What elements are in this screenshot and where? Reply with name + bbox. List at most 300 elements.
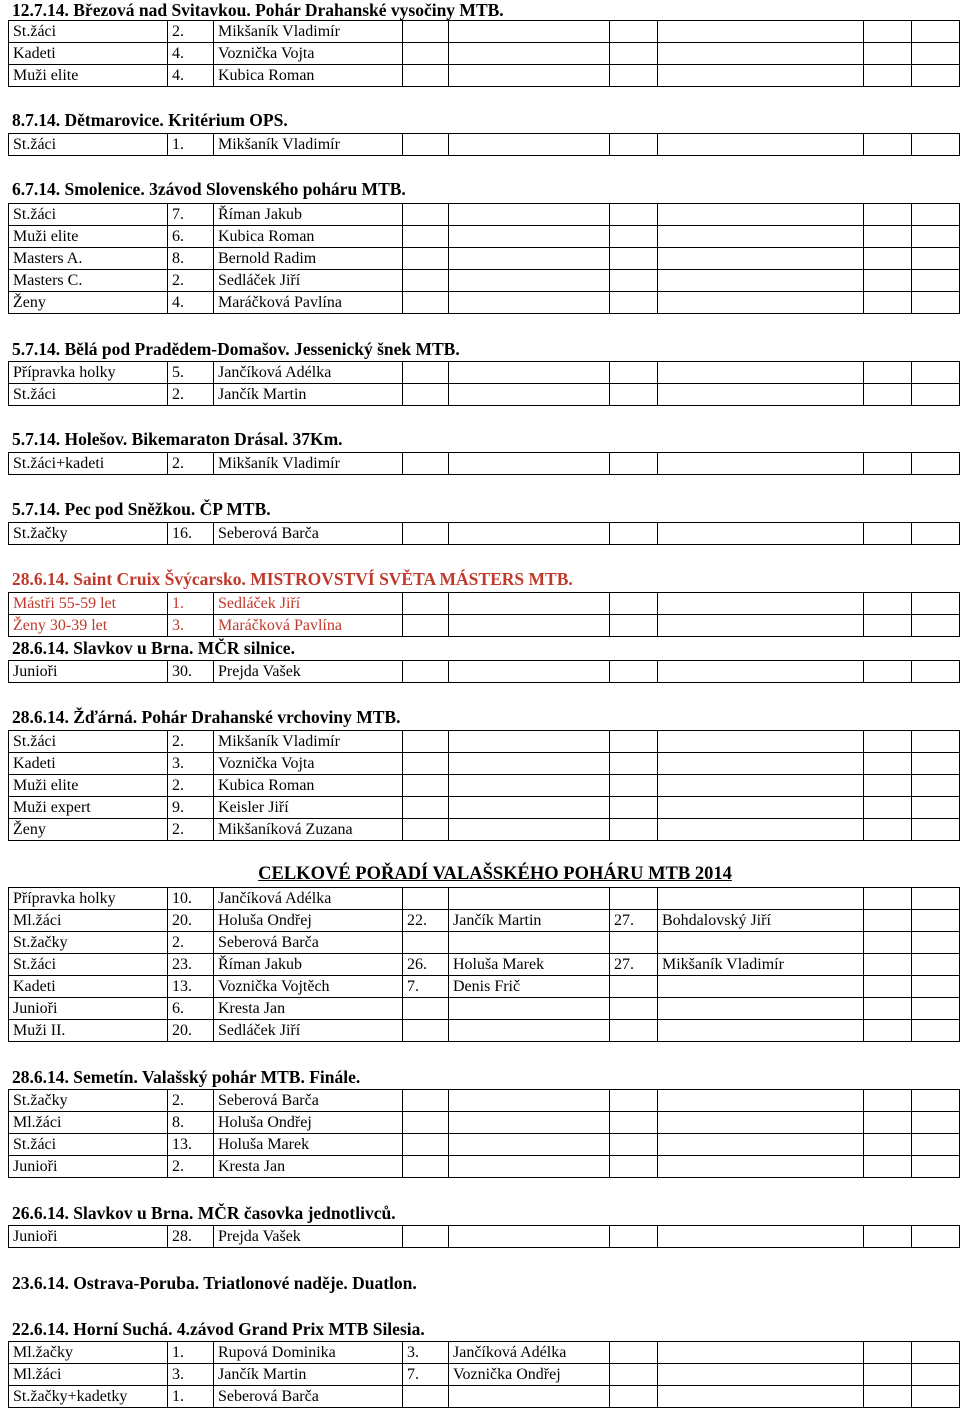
name-cell xyxy=(449,523,610,545)
results-table xyxy=(8,133,960,156)
name-cell xyxy=(449,775,610,797)
place-cell xyxy=(403,593,449,615)
category-cell: Muži elite xyxy=(9,65,168,87)
name-cell: Maráčková Pavlína xyxy=(214,615,403,637)
name-cell xyxy=(658,204,864,226)
place-cell: 1. xyxy=(168,134,214,156)
place-cell: 4. xyxy=(168,65,214,87)
place-cell xyxy=(864,753,912,775)
category-cell: Ml.žačky xyxy=(9,1342,168,1364)
name-cell: Mikšaník Vladimír xyxy=(658,954,864,976)
table-row xyxy=(9,976,960,998)
name-cell: Voznička Vojta xyxy=(214,753,403,775)
name-cell xyxy=(449,615,610,637)
category-cell: St.žáci xyxy=(9,954,168,976)
empty-cell xyxy=(912,731,960,753)
category-cell: Muži elite xyxy=(9,226,168,248)
place-cell xyxy=(864,384,912,406)
place-cell: 1. xyxy=(168,1342,214,1364)
category-cell: Přípravka holky xyxy=(9,888,168,910)
event-heading: 28.6.14. Semetín. Valašský pohár MTB. Finále. xyxy=(12,1067,361,1087)
place-cell xyxy=(403,134,449,156)
name-cell: Jančík Martin xyxy=(449,910,610,932)
category-cell: St.žáci xyxy=(9,384,168,406)
category-cell: Junioři xyxy=(9,1226,168,1248)
place-cell xyxy=(403,453,449,475)
event-heading: 5.7.14. Holešov. Bikemaraton Drásal. 37Km. xyxy=(12,429,343,449)
name-cell xyxy=(658,932,864,954)
name-cell: Říman Jakub xyxy=(214,204,403,226)
place-cell xyxy=(864,1134,912,1156)
results-table xyxy=(8,730,960,841)
place-cell xyxy=(610,1020,658,1042)
empty-cell xyxy=(912,753,960,775)
category-cell: Kadeti xyxy=(9,753,168,775)
place-cell xyxy=(864,954,912,976)
category-cell: Ženy xyxy=(9,819,168,841)
name-cell xyxy=(449,1156,610,1178)
name-cell xyxy=(449,797,610,819)
place-cell xyxy=(610,43,658,65)
empty-cell xyxy=(912,204,960,226)
name-cell: Holuša Marek xyxy=(449,954,610,976)
category-cell: St.žačky xyxy=(9,932,168,954)
category-cell: Junioři xyxy=(9,1156,168,1178)
name-cell xyxy=(658,1090,864,1112)
name-cell xyxy=(449,226,610,248)
category-cell: St.žáci xyxy=(9,731,168,753)
name-cell xyxy=(658,292,864,314)
category-cell: Přípravka holky xyxy=(9,362,168,384)
place-cell xyxy=(610,226,658,248)
place-cell xyxy=(864,204,912,226)
results-table xyxy=(8,887,960,1042)
table-row xyxy=(9,1020,960,1042)
empty-cell xyxy=(912,292,960,314)
place-cell xyxy=(610,248,658,270)
name-cell: Jančík Martin xyxy=(214,384,403,406)
place-cell xyxy=(403,753,449,775)
place-cell: 13. xyxy=(168,976,214,998)
place-cell xyxy=(403,1386,449,1408)
empty-cell xyxy=(912,1226,960,1248)
results-table xyxy=(8,1341,960,1408)
place-cell xyxy=(610,523,658,545)
name-cell xyxy=(658,270,864,292)
empty-cell xyxy=(912,248,960,270)
name-cell xyxy=(449,43,610,65)
place-cell xyxy=(403,292,449,314)
table-row xyxy=(9,384,960,406)
table-row xyxy=(9,888,960,910)
place-cell xyxy=(610,1226,658,1248)
place-cell xyxy=(403,1134,449,1156)
name-cell: Voznička Vojtěch xyxy=(214,976,403,998)
place-cell xyxy=(864,998,912,1020)
table-row xyxy=(9,1364,960,1386)
place-cell: 27. xyxy=(610,954,658,976)
place-cell xyxy=(610,593,658,615)
place-cell xyxy=(864,775,912,797)
empty-cell xyxy=(912,910,960,932)
name-cell: Seberová Barča xyxy=(214,1386,403,1408)
place-cell xyxy=(864,910,912,932)
place-cell xyxy=(610,661,658,683)
place-cell xyxy=(610,615,658,637)
table-row xyxy=(9,954,960,976)
place-cell xyxy=(610,1386,658,1408)
name-cell: Prejda Vašek xyxy=(214,1226,403,1248)
event-heading: 22.6.14. Horní Suchá. 4.závod Grand Prix MTB Silesia. xyxy=(12,1319,425,1339)
category-cell: St.žačky+kadetky xyxy=(9,1386,168,1408)
empty-cell xyxy=(912,384,960,406)
name-cell xyxy=(658,134,864,156)
empty-cell xyxy=(912,21,960,43)
place-cell xyxy=(864,888,912,910)
event-heading: 26.6.14. Slavkov u Brna. MČR časovka jednotlivců. xyxy=(12,1203,396,1223)
place-cell: 8. xyxy=(168,248,214,270)
event-heading: 23.6.14. Ostrava-Poruba. Triatlonové naděje. Duatlon. xyxy=(12,1273,417,1293)
category-cell: Kadeti xyxy=(9,43,168,65)
place-cell: 23. xyxy=(168,954,214,976)
name-cell xyxy=(449,292,610,314)
category-cell: Ženy 30-39 let xyxy=(9,615,168,637)
place-cell xyxy=(403,731,449,753)
empty-cell xyxy=(912,1090,960,1112)
place-cell: 3. xyxy=(168,1364,214,1386)
place-cell xyxy=(610,1090,658,1112)
name-cell: Rupová Dominika xyxy=(214,1342,403,1364)
name-cell xyxy=(658,888,864,910)
name-cell xyxy=(449,1090,610,1112)
name-cell: Kubica Roman xyxy=(214,775,403,797)
empty-cell xyxy=(912,226,960,248)
place-cell: 2. xyxy=(168,453,214,475)
table-row xyxy=(9,453,960,475)
category-cell: St.žačky xyxy=(9,523,168,545)
place-cell: 9. xyxy=(168,797,214,819)
place-cell xyxy=(403,226,449,248)
table-row xyxy=(9,661,960,683)
place-cell: 3. xyxy=(168,615,214,637)
name-cell xyxy=(658,1112,864,1134)
place-cell xyxy=(864,21,912,43)
place-cell: 2. xyxy=(168,21,214,43)
name-cell xyxy=(449,819,610,841)
category-cell: Ženy xyxy=(9,292,168,314)
event-heading: 12.7.14. Březová nad Svitavkou. Pohár Drahanské vysočiny MTB. xyxy=(12,0,504,20)
place-cell xyxy=(864,615,912,637)
table-row xyxy=(9,1090,960,1112)
name-cell: Holuša Marek xyxy=(214,1134,403,1156)
place-cell xyxy=(610,1112,658,1134)
name-cell: Mikšaník Vladimír xyxy=(214,453,403,475)
category-cell: St.žáci xyxy=(9,1134,168,1156)
category-cell: Ml.žáci xyxy=(9,910,168,932)
name-cell xyxy=(658,226,864,248)
table-row xyxy=(9,226,960,248)
place-cell: 4. xyxy=(168,43,214,65)
table-row xyxy=(9,21,960,43)
name-cell xyxy=(658,1226,864,1248)
place-cell xyxy=(864,1112,912,1134)
place-cell: 3. xyxy=(168,753,214,775)
empty-cell xyxy=(912,1134,960,1156)
name-cell xyxy=(449,248,610,270)
place-cell xyxy=(610,292,658,314)
table-row xyxy=(9,910,960,932)
place-cell xyxy=(610,204,658,226)
place-cell xyxy=(864,819,912,841)
place-cell: 27. xyxy=(610,910,658,932)
name-cell xyxy=(658,819,864,841)
name-cell: Voznička Vojta xyxy=(214,43,403,65)
place-cell xyxy=(403,1156,449,1178)
empty-cell xyxy=(912,362,960,384)
name-cell xyxy=(658,65,864,87)
event-heading: 28.6.14. Saint Cruix Švýcarsko. MISTROVSTVÍ SVĚTA MÁSTERS MTB. xyxy=(12,569,573,589)
table-row xyxy=(9,753,960,775)
name-cell: Kresta Jan xyxy=(214,1156,403,1178)
empty-cell xyxy=(912,932,960,954)
empty-cell xyxy=(912,1342,960,1364)
name-cell xyxy=(449,362,610,384)
empty-cell xyxy=(912,453,960,475)
name-cell: Seberová Barča xyxy=(214,932,403,954)
table-row xyxy=(9,1112,960,1134)
name-cell xyxy=(449,1226,610,1248)
name-cell: Sedláček Jiří xyxy=(214,593,403,615)
name-cell: Mikšaník Vladimír xyxy=(214,134,403,156)
table-row xyxy=(9,270,960,292)
name-cell xyxy=(449,1134,610,1156)
name-cell xyxy=(658,21,864,43)
place-cell xyxy=(403,270,449,292)
empty-cell xyxy=(912,661,960,683)
place-cell xyxy=(864,362,912,384)
table-row xyxy=(9,593,960,615)
empty-cell xyxy=(912,775,960,797)
name-cell xyxy=(658,1364,864,1386)
place-cell xyxy=(403,932,449,954)
place-cell xyxy=(864,226,912,248)
table-row xyxy=(9,248,960,270)
category-cell: Junioři xyxy=(9,661,168,683)
name-cell xyxy=(449,204,610,226)
place-cell xyxy=(403,775,449,797)
empty-cell xyxy=(912,1364,960,1386)
category-cell: St.žáci+kadeti xyxy=(9,453,168,475)
place-cell: 20. xyxy=(168,1020,214,1042)
name-cell: Keisler Jiří xyxy=(214,797,403,819)
name-cell xyxy=(658,998,864,1020)
table-row xyxy=(9,292,960,314)
category-cell: Ml.žáci xyxy=(9,1112,168,1134)
place-cell xyxy=(864,523,912,545)
table-row xyxy=(9,819,960,841)
results-table xyxy=(8,203,960,314)
name-cell xyxy=(658,43,864,65)
place-cell: 13. xyxy=(168,1134,214,1156)
place-cell xyxy=(403,204,449,226)
place-cell: 26. xyxy=(403,954,449,976)
place-cell: 7. xyxy=(403,1364,449,1386)
results-table xyxy=(8,592,960,637)
category-cell: Muži II. xyxy=(9,1020,168,1042)
table-row xyxy=(9,43,960,65)
results-table xyxy=(8,522,960,545)
table-row xyxy=(9,797,960,819)
place-cell: 2. xyxy=(168,270,214,292)
place-cell xyxy=(864,1156,912,1178)
place-cell xyxy=(610,453,658,475)
results-table xyxy=(8,660,960,683)
place-cell xyxy=(610,797,658,819)
place-cell xyxy=(864,134,912,156)
place-cell: 20. xyxy=(168,910,214,932)
place-cell xyxy=(610,134,658,156)
event-heading: 5.7.14. Pec pod Sněžkou. ČP MTB. xyxy=(12,499,271,519)
name-cell xyxy=(658,362,864,384)
place-cell xyxy=(864,453,912,475)
place-cell: 2. xyxy=(168,384,214,406)
name-cell: Mikšaníková Zuzana xyxy=(214,819,403,841)
place-cell xyxy=(864,65,912,87)
name-cell xyxy=(658,453,864,475)
name-cell: Voznička Ondřej xyxy=(449,1364,610,1386)
name-cell xyxy=(449,932,610,954)
table-row xyxy=(9,1134,960,1156)
table-row xyxy=(9,998,960,1020)
results-table xyxy=(8,452,960,475)
place-cell xyxy=(864,270,912,292)
place-cell xyxy=(610,65,658,87)
place-cell: 2. xyxy=(168,1156,214,1178)
name-cell xyxy=(449,998,610,1020)
place-cell xyxy=(403,1112,449,1134)
event-heading: 28.6.14. Žďárná. Pohár Drahanské vrchoviny MTB. xyxy=(12,707,401,727)
name-cell: Denis Frič xyxy=(449,976,610,998)
table-row xyxy=(9,362,960,384)
place-cell: 2. xyxy=(168,1090,214,1112)
results-table xyxy=(8,20,960,87)
name-cell xyxy=(449,731,610,753)
name-cell xyxy=(449,1020,610,1042)
empty-cell xyxy=(912,523,960,545)
place-cell xyxy=(403,21,449,43)
name-cell xyxy=(658,1156,864,1178)
table-row xyxy=(9,731,960,753)
event-heading: 5.7.14. Bělá pod Pradědem-Domašov. Jessenický šnek MTB. xyxy=(12,339,460,359)
place-cell: 7. xyxy=(403,976,449,998)
place-cell xyxy=(403,523,449,545)
place-cell xyxy=(403,998,449,1020)
empty-cell xyxy=(912,270,960,292)
place-cell xyxy=(403,661,449,683)
name-cell xyxy=(449,21,610,43)
name-cell xyxy=(658,1020,864,1042)
table-row xyxy=(9,1342,960,1364)
name-cell xyxy=(658,797,864,819)
place-cell: 1. xyxy=(168,593,214,615)
category-cell: Ml.žáci xyxy=(9,1364,168,1386)
name-cell: Mikšaník Vladimír xyxy=(214,731,403,753)
empty-cell xyxy=(912,954,960,976)
place-cell xyxy=(610,1342,658,1364)
empty-cell xyxy=(912,888,960,910)
name-cell: Maráčková Pavlína xyxy=(214,292,403,314)
place-cell: 16. xyxy=(168,523,214,545)
name-cell: Seberová Barča xyxy=(214,1090,403,1112)
table-row xyxy=(9,1226,960,1248)
place-cell: 1. xyxy=(168,1386,214,1408)
place-cell: 2. xyxy=(168,731,214,753)
empty-cell xyxy=(912,134,960,156)
table-row xyxy=(9,615,960,637)
table-row xyxy=(9,204,960,226)
standings-title: CELKOVÉ POŘADÍ VALAŠSKÉHO POHÁRU MTB 2014 xyxy=(258,864,732,884)
name-cell: Bernold Radim xyxy=(214,248,403,270)
name-cell: Sedláček Jiří xyxy=(214,270,403,292)
name-cell: Holuša Ondřej xyxy=(214,1112,403,1134)
event-heading: 6.7.14. Smolenice. 3závod Slovenského poháru MTB. xyxy=(12,179,406,199)
results-table xyxy=(8,1225,960,1248)
place-cell xyxy=(403,362,449,384)
place-cell xyxy=(610,819,658,841)
empty-cell xyxy=(912,1020,960,1042)
place-cell xyxy=(403,615,449,637)
place-cell: 2. xyxy=(168,819,214,841)
place-cell xyxy=(403,65,449,87)
place-cell: 8. xyxy=(168,1112,214,1134)
empty-cell xyxy=(912,797,960,819)
name-cell xyxy=(449,661,610,683)
place-cell xyxy=(864,1090,912,1112)
place-cell xyxy=(610,1156,658,1178)
name-cell xyxy=(449,453,610,475)
name-cell: Jančíková Adélka xyxy=(449,1342,610,1364)
table-row xyxy=(9,932,960,954)
category-cell: St.žáci xyxy=(9,134,168,156)
category-cell: Junioři xyxy=(9,998,168,1020)
empty-cell xyxy=(912,1112,960,1134)
name-cell: Holuša Ondřej xyxy=(214,910,403,932)
category-cell: Mástři 55-59 let xyxy=(9,593,168,615)
place-cell xyxy=(403,1226,449,1248)
name-cell xyxy=(449,1112,610,1134)
place-cell xyxy=(610,384,658,406)
place-cell: 28. xyxy=(168,1226,214,1248)
place-cell xyxy=(864,1342,912,1364)
name-cell: Prejda Vašek xyxy=(214,661,403,683)
place-cell xyxy=(610,932,658,954)
name-cell: Seberová Barča xyxy=(214,523,403,545)
name-cell: Bohdalovský Jiří xyxy=(658,910,864,932)
name-cell xyxy=(658,248,864,270)
event-heading: 28.6.14. Slavkov u Brna. MČR silnice. xyxy=(12,638,295,658)
category-cell: Masters A. xyxy=(9,248,168,270)
place-cell xyxy=(864,292,912,314)
table-row xyxy=(9,523,960,545)
name-cell xyxy=(658,753,864,775)
place-cell xyxy=(610,270,658,292)
place-cell: 22. xyxy=(403,910,449,932)
place-cell xyxy=(403,384,449,406)
results-table xyxy=(8,361,960,406)
empty-cell xyxy=(912,43,960,65)
place-cell xyxy=(610,1134,658,1156)
name-cell: Jančíková Adélka xyxy=(214,888,403,910)
